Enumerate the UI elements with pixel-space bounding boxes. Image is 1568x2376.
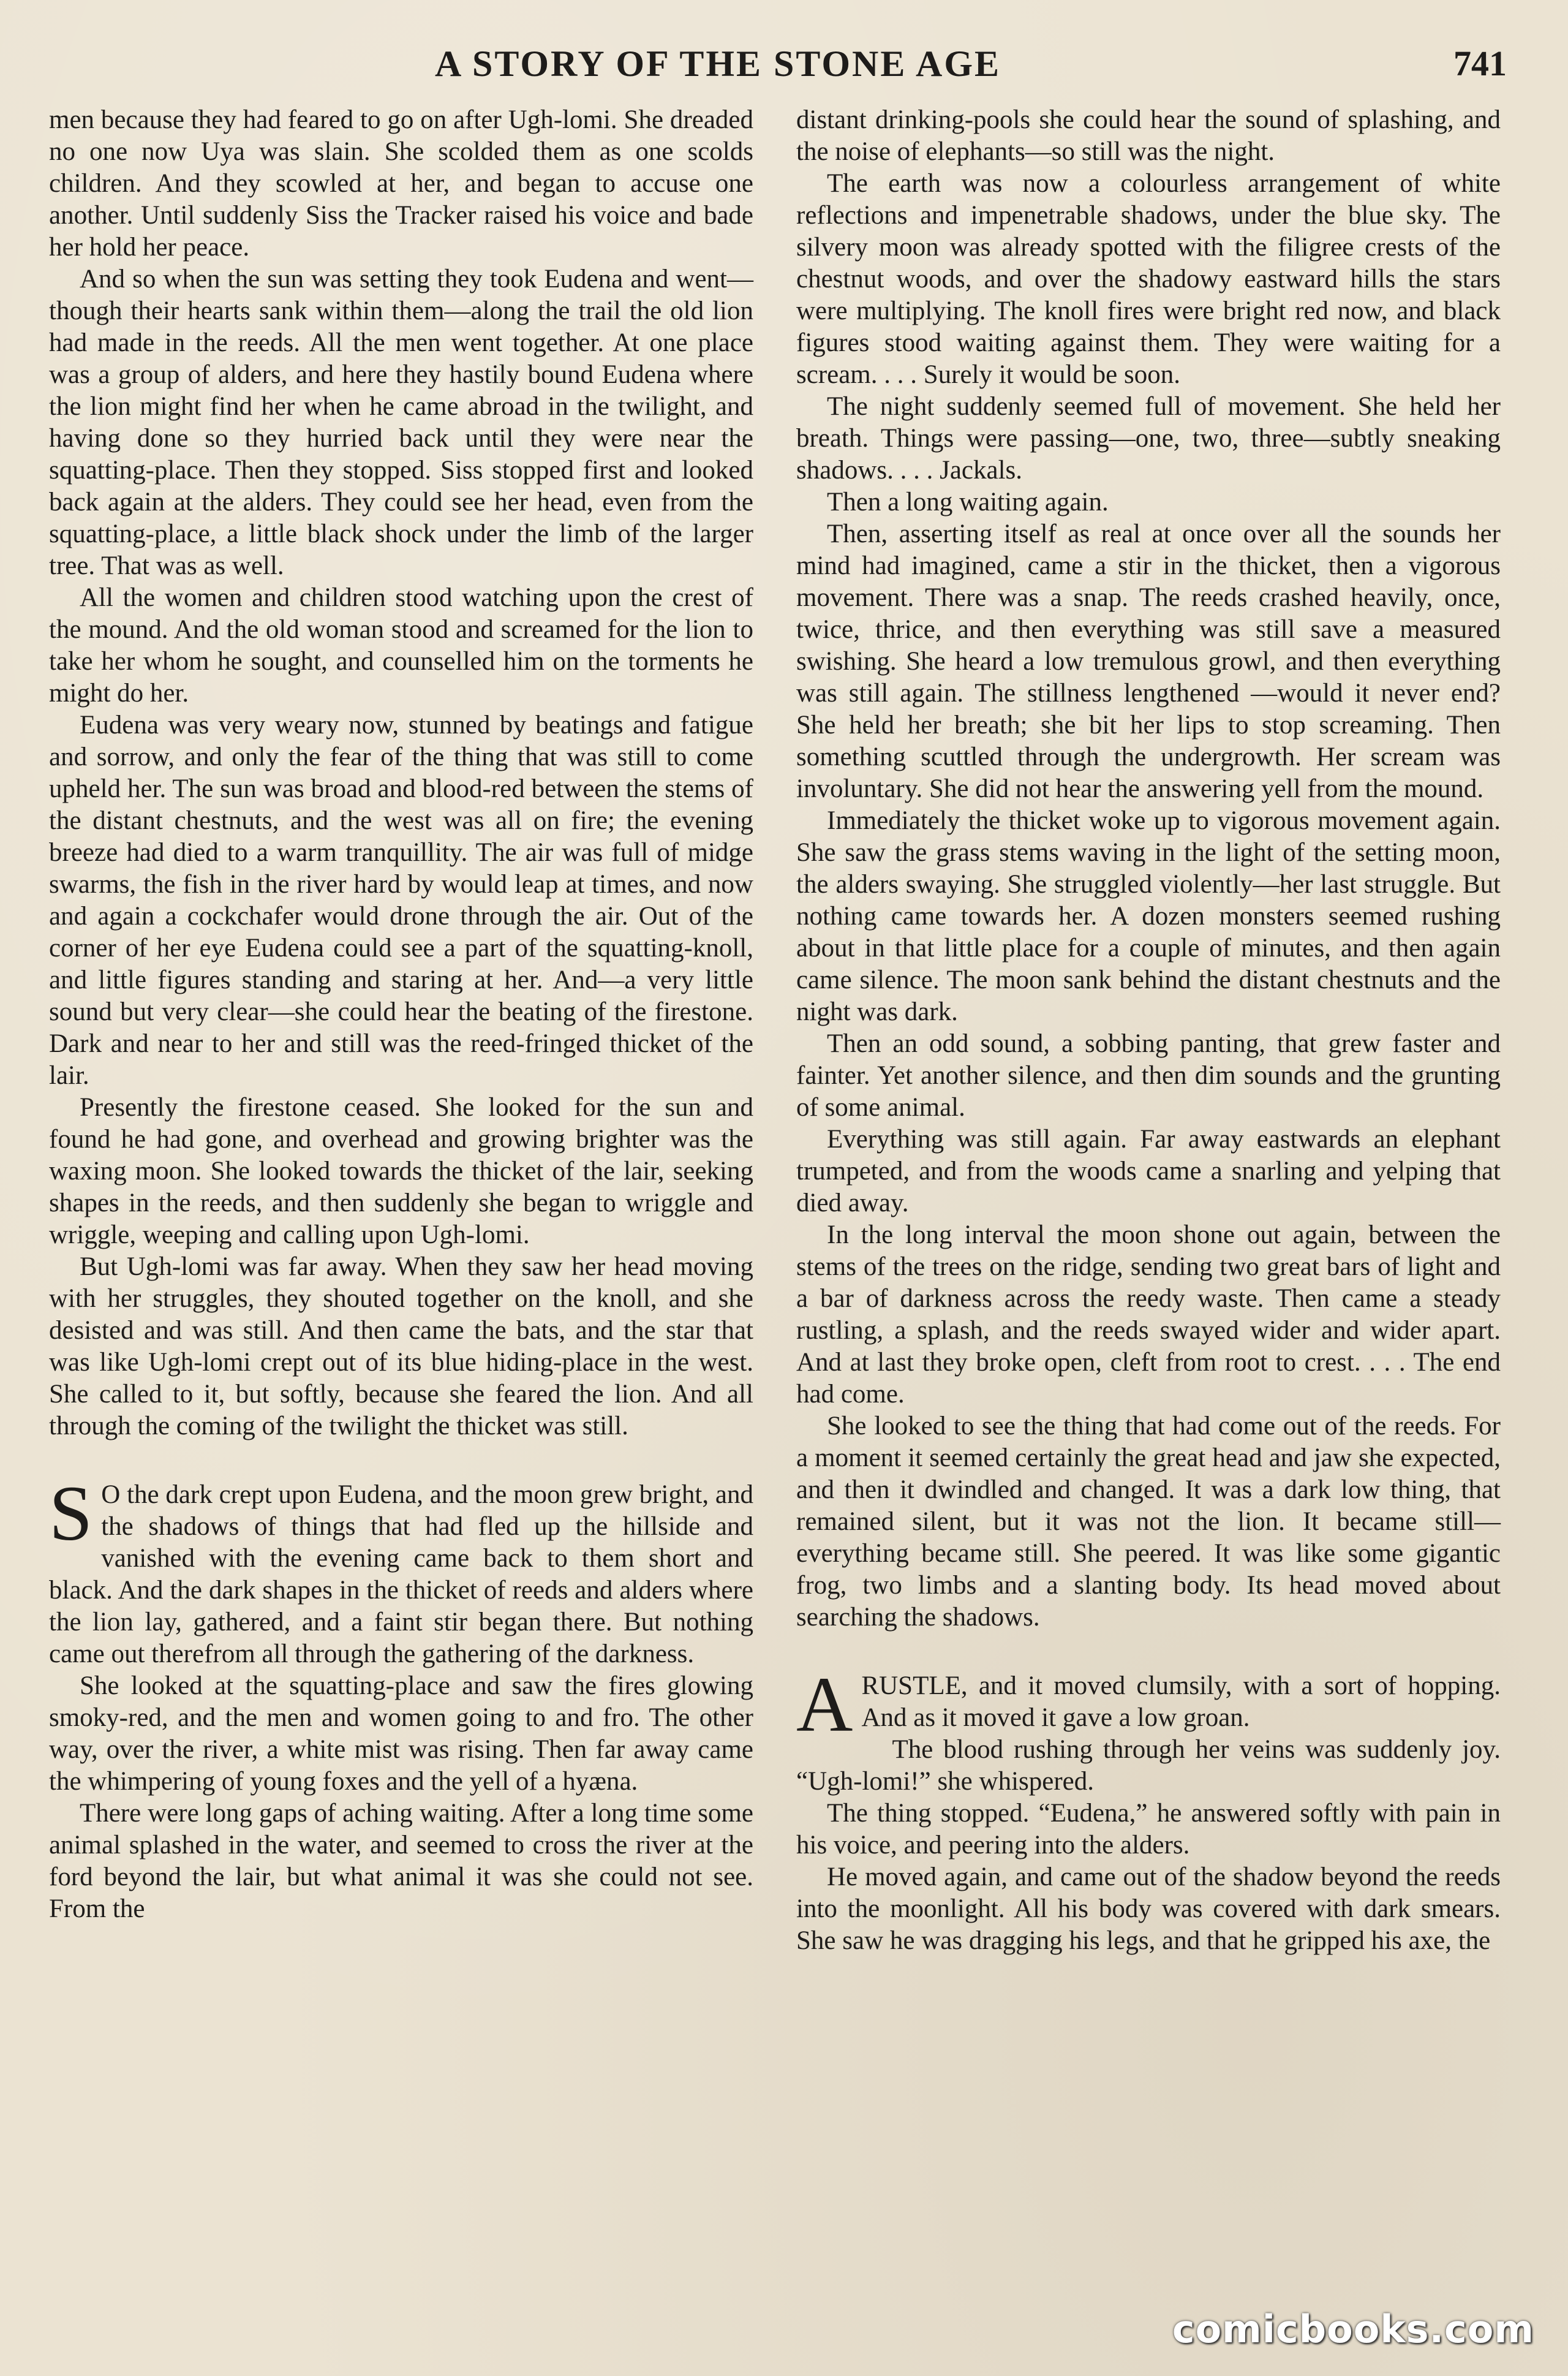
right-column [796, 104, 1501, 1957]
watermark: comicbooks.com [1172, 2307, 1534, 2351]
paragraph: She looked at the squatting-place and saw the fires glowing smoky-red, and the men and women going to and fro. The other way, over the river, a white mist was rising. Then far away came the whimpering of young foxes and the yell of a hyæna. [49, 1671, 753, 1796]
paragraph: The blood rushing through her veins was suddenly joy. “Ugh-lomi!” she whispered. [796, 1735, 1501, 1796]
paragraph: Then, asserting itself as real at once over all the sounds her mind had imagined, came a stir in the thicket, then a vigorous movement. There was a snap. The reeds crashed heavily, once, twice, thrice, and then everything was still save a measured swishing. She heard a low tremulous growl, and then everything was still again. The stillness lengthened —would it never end? She held her breath; she bit her lips to stop screaming. Then something scuttled through the undergrowth. Her scream was involuntary. She did not hear the answering yell from the mound. [796, 520, 1501, 803]
paragraph: distant drinking-pools she could hear the sound of splashing, and the noise of elephants—so still was the night. [796, 105, 1501, 166]
paragraph: Everything was still again. Far away eastwards an elephant trumpeted, and from the woods came a snarling and yelping that died away. [796, 1125, 1501, 1217]
paragraph: All the women and children stood watching upon the crest of the mound. And the old woman stood and screamed for the lion to take her whom he sought, and counselled him on the torments he might do her. [49, 583, 753, 708]
paragraph: Immediately the thicket woke up to vigorous movement again. She saw the grass stems waving in the light of the setting moon, the alders swaying. She struggled violently—her last struggle. But nothing came towards her. A dozen monsters seemed rushing about in that little place for a couple of minutes, and then again came silence. The moon sank behind the distant chestnuts and the night was dark. [796, 806, 1501, 1026]
paragraph: Presently the firestone ceased. She looked for the sun and found he had gone, and overhead and growing brighter was the waxing moon. She looked towards the thicket of the lair, seeking shapes in the reeds, and then suddenly she began to wriggle and wriggle, weeping and calling upon Ugh-lomi. [49, 1093, 753, 1249]
paragraph: In the long interval the moon shone out again, between the stems of the trees on the ridge, sending two great bars of light and a bar of darkness across the reedy waste. Then came a steady rustling, a splash, and the reeds swayed wider and wider apart. And at last they broke open, cleft from root to crest. . . . The end had come. [796, 1220, 1501, 1409]
drop-cap-letter: S [49, 1470, 93, 1557]
paragraph: There were long gaps of aching waiting. After a long time some animal splashed in the water, and seemed to cross the river at the ford beyond the lair, but what animal it was she could not see. From the [49, 1799, 753, 1923]
section-opening-paragraph [796, 1661, 1501, 1748]
paragraph: men because they had feared to go on after Ugh-lomi. She dreaded no one now Uya was slain. She scolded them as one scolds children. And they scowled at her, and began to accuse one another. Until suddenly Siss the Tracker raised his voice and bade her hold her peace. [49, 105, 753, 262]
running-title: A STORY OF THE STONE AGE [435, 44, 1001, 84]
paragraph: The earth was now a colourless arrangement of white reflections and impenetrable shadows, under the blue sky. The silvery moon was already spotted with the filigree crests of the chestnut woods, and over the shadowy eastward hills the stars were multiplying. The knoll fires were bright red now, and black figures stood waiting against them. They were waiting for a scream. . . . Surely it would be soon. [796, 169, 1501, 389]
paragraph: She looked to see the thing that had come out of the reeds. For a moment it seemed certainly the great head and jaw she expected, and then it dwindled and changed. It was a dark low thing, that remained silent, but it was not the lion. It became still—everything became still. She peered. It was like some gigantic frog, two limbs and a slanting body. Its head moved about searching the shadows. [796, 1412, 1501, 1632]
page-number: 741 [1453, 44, 1507, 83]
paragraph: But Ugh-lomi was far away. When they saw her head moving with her struggles, they shouted together on the knoll, and she desisted and was still. And then came the bats, and the star that was like Ugh-lomi crept out of its blue hiding-place in the west. She called to it, but softly, because she feared the lion. And all through the coming of the twilight the thicket was still. [49, 1252, 753, 1440]
paragraph: The thing stopped. “Eudena,” he answered softly with pain in his voice, and peering into the alders. [796, 1799, 1501, 1860]
paragraph: And so when the sun was setting they took Eudena and went—though their hearts sank within them—along the trail the old lion had made in the reeds. All the men went together. At one place was a group of alders, and here they hastily bound Eudena where the lion might find her when he came abroad in the twilight, and having done so they hurried back until they were near the squatting-place. Then they stopped. Siss stopped first and looked back again at the alders. They could see her head, even from the squatting-place, a little black shock under the limb of the larger tree. That was as well. [49, 265, 753, 580]
paragraph: The night suddenly seemed full of movement. She held her breath. Things were passing—one, two, three—subtly sneaking shadows. . . . Jackals. [796, 392, 1501, 485]
left-column [49, 104, 753, 1925]
paragraph: Eudena was very weary now, stunned by beatings and fatigue and sorrow, and only the fear of the thing that was still to come upheld her. The sun was broad and blood-red between the stems of the distant chestnuts, and the west was all on fire; the evening breeze had died to a warm tranquillity. The air was full of midge swarms, the fish in the river hard by would leap at times, and now and again a cockchafer would drone through the air. Out of the corner of her eye Eudena could see a part of the squatting-knoll, and little figures standing and staring at her. And—a very little sound but very clear—she could hear the beating of the firestone. Dark and near to her and still was the reed-fringed thicket of the lair. [49, 711, 753, 1090]
drop-cap-letter: A [796, 1661, 853, 1748]
paragraph: Then a long waiting again. [827, 488, 1109, 516]
section-opening-paragraph [49, 1470, 753, 1670]
page-header [49, 43, 1507, 98]
section-opening-text: O the dark crept upon Eudena, and the moon grew bright, and the shadows of things that had fled up the hillside and vanished with the evening came back to them short and black. And the dark shapes in the thicket of reeds and alders where the lion lay, gathered, and a faint stir began there. But nothing came out therefrom all through the gathering of the darkness. [49, 1480, 753, 1668]
paragraph: Then an odd sound, a sobbing panting, that grew faster and fainter. Yet another silence, and then dim sounds and the grunting of some animal. [796, 1029, 1501, 1122]
paragraph: He moved again, and came out of the shadow beyond the reeds into the moonlight. All his body was covered with dark smears. She saw he was dragging his legs, and that he gripped his axe, the [796, 1863, 1501, 1955]
section-opening-text: RUSTLE, and it moved clumsily, with a sort of hopping. And as it moved it gave a low groan. [861, 1671, 1501, 1732]
